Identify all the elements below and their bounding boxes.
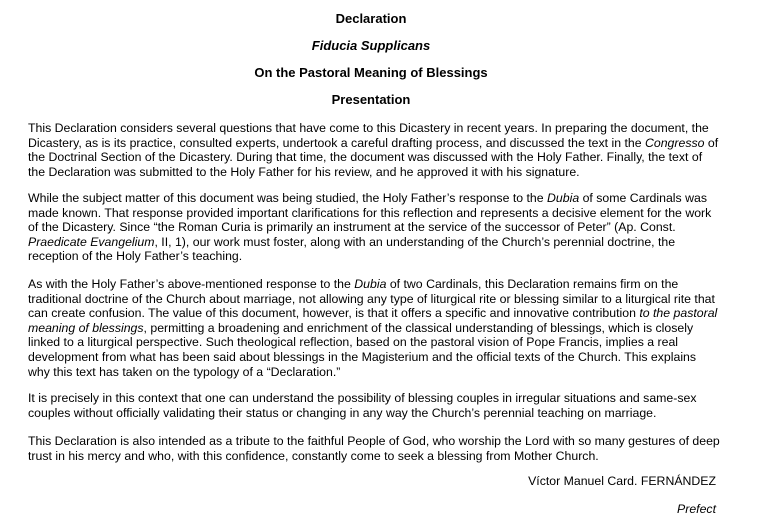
signature-role: Prefect [677,502,716,516]
signature-name: Víctor Manuel Card. FERNÁNDEZ [528,474,716,488]
document-topic: On the Pastoral Meaning of Blessings [254,65,488,80]
document-title: Declaration [335,11,407,26]
paragraph-3: As with the Holy Father’s above-mentioned response to the Dubia of two Cardinals, this Declaration remains firm on the traditional doctrine of the Church about marriage, not allowing any type of liturgical rite or blessing similar to a liturgical rite that can create confusion. The value of this document, however, is that it offers a specific and innovative contribution to the pastoral meaning of blessings, permitting a broadening and enrichment of the classical understanding of blessings, which is closely linked to a liturgical perspective. Such theological reflection, based on the pastoral vision of Pope Francis, implies a real development from what has been said about blessings in the Magisterium and the official texts of the Church. This explains why this text has taken on the typology of a “Declaration.” [28,277,718,379]
document-subtitle: Fiducia Supplicans [311,38,431,53]
section-heading: Presentation [331,92,411,107]
paragraph-4: It is precisely in this context that one can understand the possibility of blessing couples in irregular situations and same-sex couples without officially validating their status or changing in any way the Church’s perennial teaching on marriage. [28,391,697,420]
paragraph-5: This Declaration is also intended as a tribute to the faithful People of God, who worship the Lord with so many gestures of deep trust in his mercy and who, with this confidence, constantly come to seek a blessing from Mother Church. [28,434,720,463]
paragraph-1: This Declaration considers several questions that have come to this Dicastery in recent years. In preparing the document, the Dicastery, as is its practice, consulted experts, undertook a careful drafting process, and discussed the text in the Congresso of the Doctrinal Section of the Dicastery. During that time, the document was discussed with the Holy Father. Finally, the text of the Declaration was submitted to the Holy Father for his review, and he approved it with his signature. [28,121,719,179]
paragraph-2: While the subject matter of this document was being studied, the Holy Father’s response to the Dubia of some Cardinals was made known. That response provided important clarifications for this reflection and represents a decisive element for the work of the Dicastery. Since “the Roman Curia is primarily an instrument at the service of the successor of Peter” (Ap. Const. Praedicate Evangelium, II, 1), our work must foster, along with an understanding of the Church’s perennial doctrine, the reception of the Holy Father’s teaching. [28,191,712,264]
